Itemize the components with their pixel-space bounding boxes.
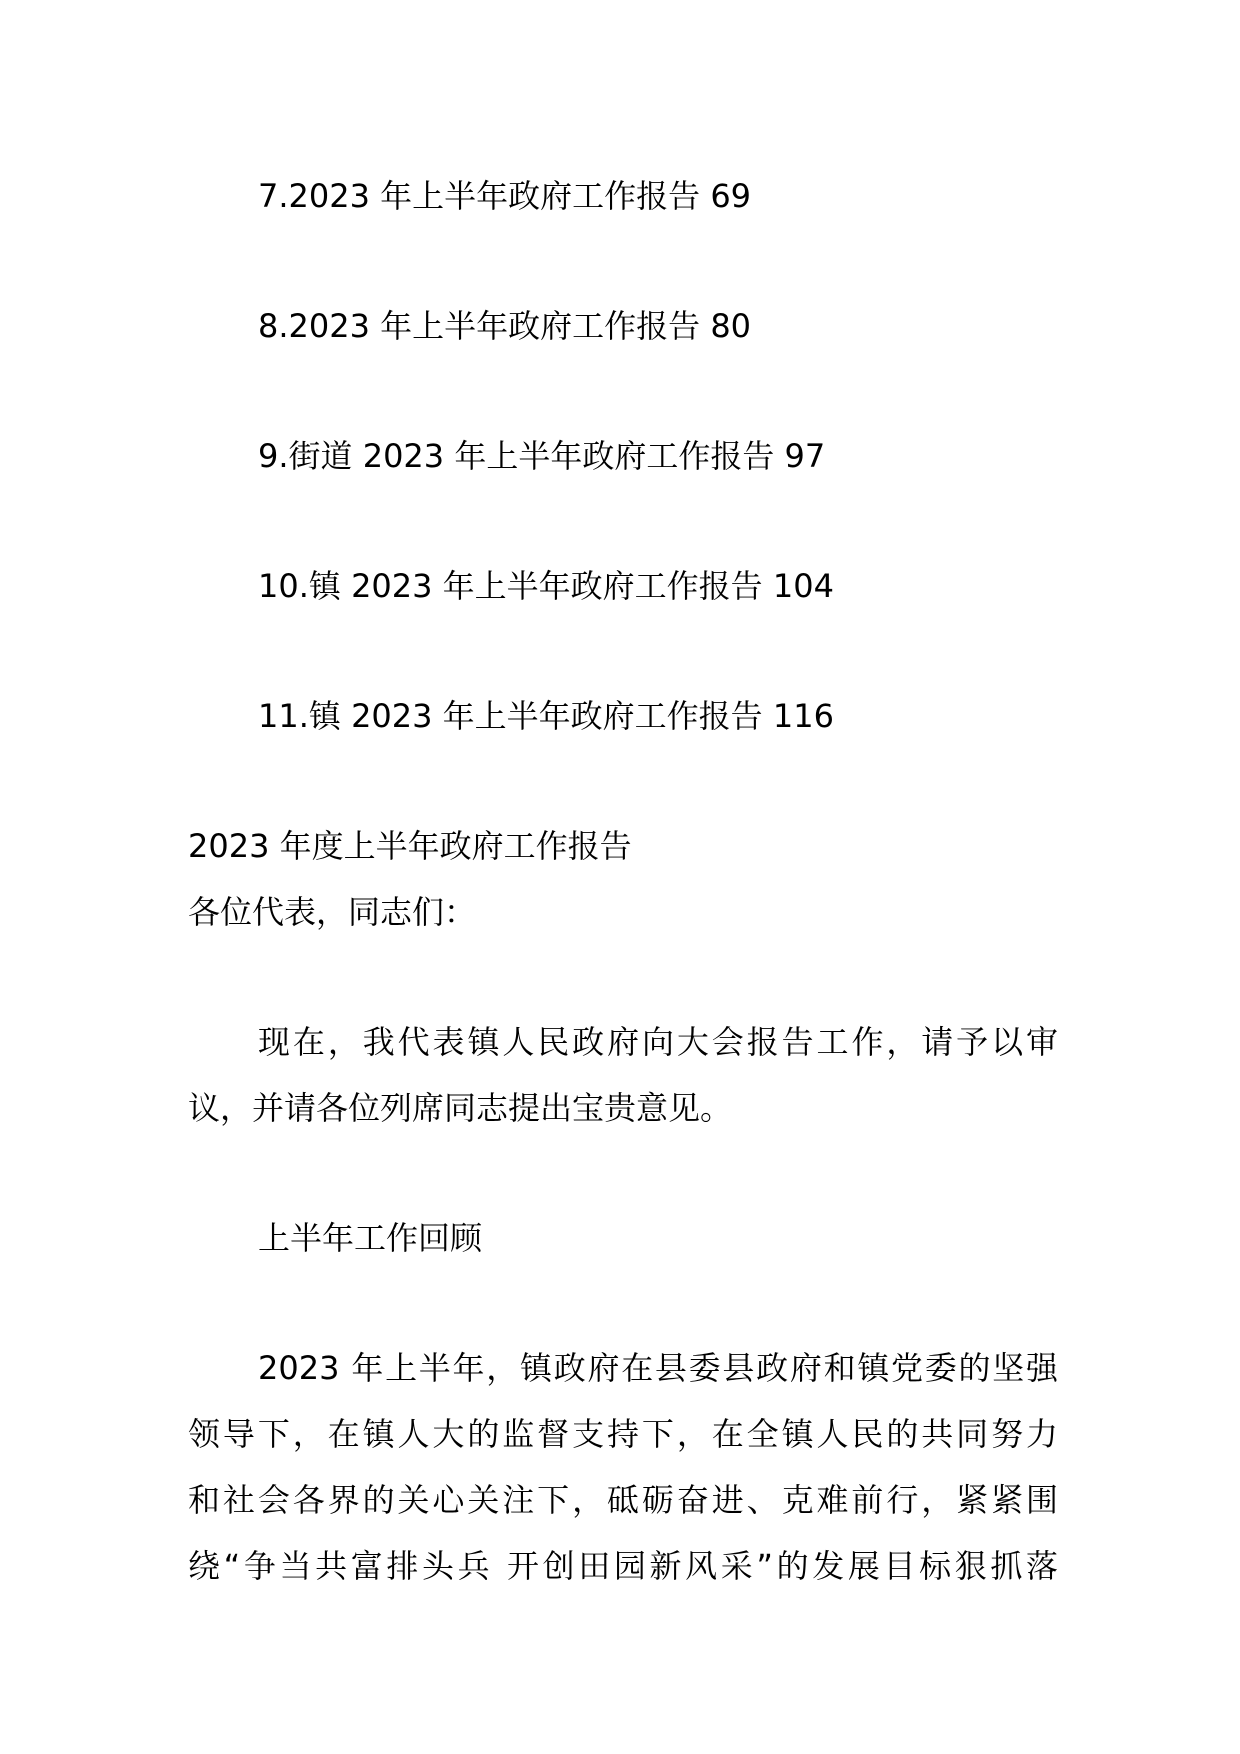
toc-entry-7: 7.2023 年上半年政府工作报告 69 — [258, 177, 752, 215]
document-title: 2023 年度上半年政府工作报告 — [188, 827, 632, 865]
toc-entry-9: 9.街道 2023 年上半年政府工作报告 97 — [258, 437, 826, 475]
paragraph1-line2: 议，并请各位列席同志提出宝贵意见。 — [188, 1089, 733, 1127]
toc-entry-8: 8.2023 年上半年政府工作报告 80 — [258, 307, 752, 345]
toc-entry-11: 11.镇 2023 年上半年政府工作报告 116 — [258, 697, 834, 735]
paragraph1-line1: 现在，我代表镇人民政府向大会报告工作，请予以审 — [258, 1023, 1058, 1061]
toc-entry-10: 10.镇 2023 年上半年政府工作报告 104 — [258, 567, 834, 605]
salutation: 各位代表，同志们： — [188, 893, 477, 931]
paragraph2-line4: 绕“争当共富排头兵 开创田园新风采”的发展目标狠抓落 — [188, 1547, 1058, 1585]
paragraph2-line1: 2023 年上半年，镇政府在县委县政府和镇党委的坚强 — [258, 1349, 1058, 1387]
paragraph2-line3: 和社会各界的关心关注下，砥砺奋进、克难前行，紧紧围 — [188, 1481, 1058, 1519]
paragraph2-line2: 领导下，在镇人大的监督支持下，在全镇人民的共同努力 — [188, 1415, 1058, 1453]
section-heading: 上半年工作回顾 — [258, 1219, 483, 1257]
